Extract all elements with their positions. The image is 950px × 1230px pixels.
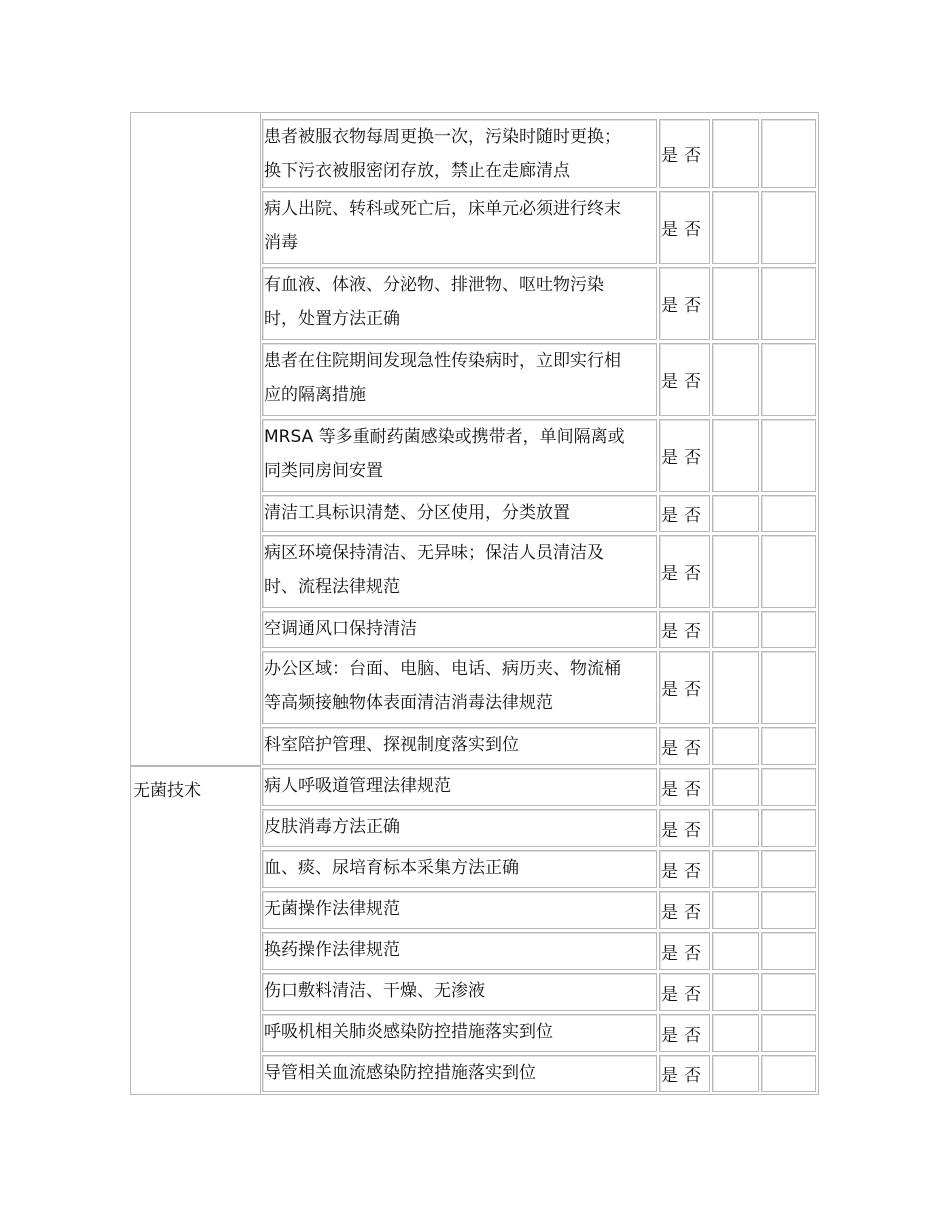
item-line: 应的隔离措施 xyxy=(264,385,366,405)
yes-no-cell xyxy=(659,850,710,888)
yes-no-cell xyxy=(659,1014,710,1052)
score-cell[interactable] xyxy=(761,419,816,492)
score-cell[interactable] xyxy=(761,651,816,724)
yes-option[interactable]: 是 xyxy=(661,779,678,800)
item-line: 患者在住院期间发现急性传染病时，立即实行相 xyxy=(264,351,621,371)
no-option[interactable]: 否 xyxy=(684,564,701,584)
score-cell[interactable] xyxy=(712,727,759,765)
item-text xyxy=(262,768,657,806)
score-cell[interactable] xyxy=(761,850,816,888)
no-option[interactable]: 否 xyxy=(684,984,701,1005)
score-cell[interactable] xyxy=(761,768,816,806)
score-cell[interactable] xyxy=(712,191,759,264)
item-line: 科室陪护管理、探视制度落实到位 xyxy=(264,735,519,755)
yes-option[interactable]: 是 xyxy=(661,820,678,841)
yes-no-cell xyxy=(659,973,710,1011)
item-text xyxy=(262,611,657,648)
yes-option[interactable]: 是 xyxy=(661,146,678,166)
yes-no-cell xyxy=(659,343,710,416)
score-cell[interactable] xyxy=(712,343,759,416)
item-text xyxy=(262,419,657,492)
no-option[interactable]: 否 xyxy=(684,448,701,468)
no-option[interactable]: 否 xyxy=(684,902,701,923)
score-cell[interactable] xyxy=(712,891,759,929)
yes-no-cell xyxy=(659,611,710,648)
item-line: 病人出院、转科或死亡后，床单元必须进行终末 xyxy=(264,199,621,219)
item-line: 皮肤消毒方法正确 xyxy=(264,817,400,837)
score-cell[interactable] xyxy=(712,809,759,847)
yes-no-cell xyxy=(659,191,710,264)
item-line: MRSA 等多重耐药菌感染或携带者，单间隔离或 xyxy=(264,427,625,447)
item-line: 清洁工具标识清楚、分区使用，分类放置 xyxy=(264,503,570,523)
yes-no-cell xyxy=(659,535,710,608)
item-text xyxy=(262,343,657,416)
item-line: 办公区域：台面、电脑、电话、病历夹、物流桶 xyxy=(264,659,621,679)
category-label: 无菌技术 xyxy=(133,781,201,801)
no-option[interactable]: 否 xyxy=(684,861,701,882)
yes-no-cell xyxy=(659,768,710,806)
item-text xyxy=(262,850,657,888)
yes-option[interactable]: 是 xyxy=(661,1066,678,1086)
yes-no-cell xyxy=(659,932,710,970)
score-cell[interactable] xyxy=(712,419,759,492)
score-cell[interactable] xyxy=(761,267,816,340)
yes-no-cell xyxy=(659,495,710,532)
item-text xyxy=(262,891,657,929)
item-line: 等高频接触物体表面清洁消毒法律规范 xyxy=(264,693,553,713)
no-option[interactable]: 否 xyxy=(684,779,701,800)
item-text xyxy=(262,809,657,847)
item-text xyxy=(262,1055,657,1092)
item-line: 病人呼吸道管理法律规范 xyxy=(264,776,451,796)
yes-option[interactable]: 是 xyxy=(661,622,678,642)
yes-option[interactable]: 是 xyxy=(661,738,678,759)
yes-option[interactable]: 是 xyxy=(661,902,678,923)
score-cell[interactable] xyxy=(712,932,759,970)
score-cell[interactable] xyxy=(712,495,759,532)
no-option[interactable]: 否 xyxy=(684,220,701,240)
score-cell[interactable] xyxy=(761,611,816,648)
yes-no-cell xyxy=(659,119,710,188)
item-text xyxy=(262,973,657,1011)
item-line: 无菌操作法律规范 xyxy=(264,899,400,919)
item-line: 导管相关血流感染防控措施落实到位 xyxy=(264,1063,536,1083)
yes-option[interactable]: 是 xyxy=(661,943,678,964)
item-text xyxy=(262,495,657,532)
no-option[interactable]: 否 xyxy=(684,506,701,526)
item-text xyxy=(262,932,657,970)
yes-option[interactable]: 是 xyxy=(661,220,678,240)
item-line: 消毒 xyxy=(264,233,298,253)
item-text xyxy=(262,267,657,340)
score-cell[interactable] xyxy=(712,267,759,340)
score-cell[interactable] xyxy=(761,727,816,765)
score-cell[interactable] xyxy=(712,119,759,188)
no-option[interactable]: 否 xyxy=(684,943,701,964)
no-option[interactable]: 否 xyxy=(684,146,701,166)
score-cell[interactable] xyxy=(761,343,816,416)
score-cell[interactable] xyxy=(761,119,816,188)
score-cell[interactable] xyxy=(712,850,759,888)
no-option[interactable]: 否 xyxy=(684,1025,701,1046)
no-option[interactable]: 否 xyxy=(684,296,701,316)
score-cell[interactable] xyxy=(761,535,816,608)
score-cell[interactable] xyxy=(761,495,816,532)
yes-option[interactable]: 是 xyxy=(661,564,678,584)
item-line: 时，处置方法正确 xyxy=(264,309,400,329)
item-text xyxy=(262,727,657,765)
item-line: 换药操作法律规范 xyxy=(264,940,400,960)
yes-option[interactable]: 是 xyxy=(661,680,678,700)
score-cell[interactable] xyxy=(761,1055,816,1092)
score-cell[interactable] xyxy=(712,535,759,608)
item-line: 病区环境保持清洁、无异味；保洁人员清洁及 xyxy=(264,543,604,563)
yes-no-cell xyxy=(659,727,710,765)
item-line: 空调通风口保持清洁 xyxy=(264,619,417,639)
score-cell[interactable] xyxy=(761,1014,816,1052)
yes-no-cell xyxy=(659,419,710,492)
no-option[interactable]: 否 xyxy=(684,1066,701,1086)
yes-no-cell xyxy=(659,891,710,929)
item-line: 患者被服衣物每周更换一次，污染时随时更换； xyxy=(264,127,621,147)
item-text xyxy=(262,651,657,724)
yes-option[interactable]: 是 xyxy=(661,984,678,1005)
item-text xyxy=(262,119,657,188)
yes-option[interactable]: 是 xyxy=(661,861,678,882)
yes-option[interactable]: 是 xyxy=(661,448,678,468)
score-cell[interactable] xyxy=(712,651,759,724)
yes-option[interactable]: 是 xyxy=(661,372,678,392)
score-cell[interactable] xyxy=(761,932,816,970)
category-cell xyxy=(130,112,261,766)
yes-no-cell xyxy=(659,1055,710,1092)
score-cell[interactable] xyxy=(712,1014,759,1052)
yes-no-cell xyxy=(659,267,710,340)
no-option[interactable]: 否 xyxy=(684,680,701,700)
category-cell xyxy=(130,766,261,1095)
score-cell[interactable] xyxy=(712,973,759,1011)
score-cell[interactable] xyxy=(761,191,816,264)
item-text xyxy=(262,191,657,264)
yes-option[interactable]: 是 xyxy=(661,296,678,316)
item-line: 有血液、体液、分泌物、排泄物、呕吐物污染 xyxy=(264,275,604,295)
item-line: 血、痰、尿培育标本采集方法正确 xyxy=(264,858,519,878)
score-cell[interactable] xyxy=(712,1055,759,1092)
no-option[interactable]: 否 xyxy=(684,738,701,759)
yes-option[interactable]: 是 xyxy=(661,1025,678,1046)
score-cell[interactable] xyxy=(761,809,816,847)
score-cell[interactable] xyxy=(712,611,759,648)
item-line: 伤口敷料清洁、干燥、无渗液 xyxy=(264,981,485,1001)
score-cell[interactable] xyxy=(761,973,816,1011)
item-text xyxy=(262,1014,657,1052)
no-option[interactable]: 否 xyxy=(684,372,701,392)
item-line: 同类同房间安置 xyxy=(264,461,383,481)
item-line: 呼吸机相关肺炎感染防控措施落实到位 xyxy=(264,1022,553,1042)
item-text xyxy=(262,535,657,608)
yes-no-cell xyxy=(659,651,710,724)
score-cell[interactable] xyxy=(761,891,816,929)
score-cell[interactable] xyxy=(712,768,759,806)
yes-no-cell xyxy=(659,809,710,847)
item-line: 时、流程法律规范 xyxy=(264,577,400,597)
item-line: 换下污衣被服密闭存放，禁止在走廊清点 xyxy=(264,161,570,181)
no-option[interactable]: 否 xyxy=(684,820,701,841)
yes-option[interactable]: 是 xyxy=(661,506,678,526)
no-option[interactable]: 否 xyxy=(684,622,701,642)
